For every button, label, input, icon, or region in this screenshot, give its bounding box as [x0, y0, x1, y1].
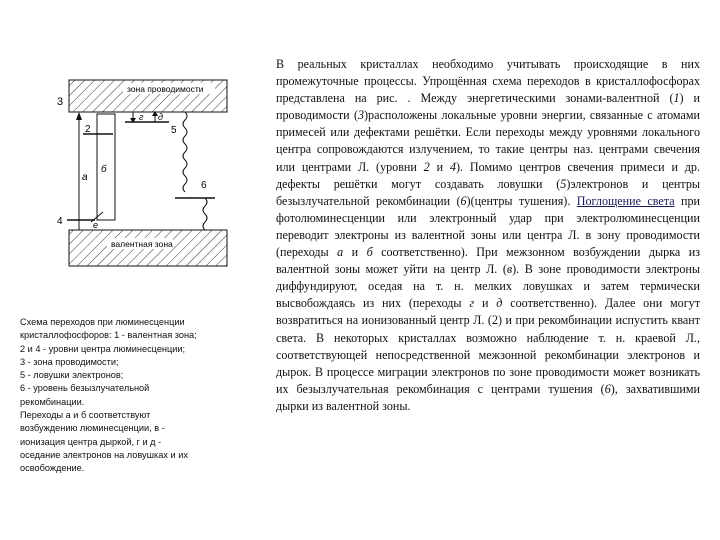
figure-caption [20, 316, 240, 476]
caption-line: 2 и 4 - уровни центра люминесценции; [20, 343, 186, 354]
marker-2: 2 [85, 124, 91, 135]
marker-3: 3 [57, 96, 64, 108]
body-paragraph: В реальных кристаллах необходимо учитывать происходящие в них промежуточные процессы. Упрощённая схема переходов в кристаллофосфорах представлена на рис. . Между энергетическими зонами-валентной (1) и проводимости (3)расположены локальные уровни энергии, связанные с атомами примесей или дефектами решётки. Если переходы между уровнями локального центра сопровождаются излучением, то такие центры наз. центрами свечения или центрами Л. (уровни 2 и 4). Помимо центров свечения примеси и др. дефекты решётки могут создавать ловушки (5)электронов и центры безызлучательной рекомбинации (6)(центры тушения). Поглощение света при фотолюминесценции или электронный удар при электролюминесценции переводит электроны из валентной зоны или центра Л. в зону проводимости (переходы а и б соответственно). При межзонном возбуждении дырка из валентной зоны может уйти на центр Л. (в). В зоне проводимости электроны диффундируют, оседая на т. н. мелких ловушках и затем термически высвобождаясь из них (переходы г и д соответственно). Далее они могут возвратиться на ионизованный центр Л. (2) и при рекомбинации испустить квант света. В некоторых кристаллах возможно наблюдение т. н. краевой Л., соответствующей непосредственной межзонной рекомбинации электронов и дырок. В процессе миграции электронов по зоне проводимости может возникать их безызлучательная рекомбинация с центрами тушения (6), захватившими дырки из валентной зоны. [276, 57, 701, 413]
caption-line: 5 - ловушки электронов; [20, 370, 124, 381]
caption-line: Переходы а и б соответствуют [20, 410, 151, 421]
caption-line: Схема переходов при люминесценции [20, 317, 185, 327]
caption-line: возбуждению люминесценции, в - [20, 423, 165, 434]
valence-band-label: валентная зона [111, 239, 173, 249]
conduction-band-label: зона проводимости [127, 84, 204, 94]
caption-line: 6 - уровень безызлучательной [20, 383, 150, 394]
marker-6: 6 [201, 180, 207, 191]
caption-line: оседание электронов на ловушках и их [20, 449, 188, 460]
band-diagram [55, 70, 265, 280]
light-absorption-link[interactable]: Поглощение света [576, 193, 675, 208]
marker-b: б [101, 164, 107, 175]
caption-line: 3 - зона проводимости; [20, 356, 119, 367]
marker-4: 4 [57, 216, 63, 227]
marker-5: 5 [171, 125, 177, 136]
caption-line: кристаллофосфоров: 1 - валентная зона; [20, 330, 197, 341]
caption-line: рекомбинации. [20, 396, 85, 407]
caption-line: освобождение. [20, 463, 85, 474]
marker-e: е [93, 220, 99, 230]
caption-line: ионизация центра дыркой, г и д - [20, 436, 162, 447]
marker-g: г [139, 112, 144, 122]
marker-a: а [82, 172, 88, 183]
marker-d: д [158, 112, 163, 122]
